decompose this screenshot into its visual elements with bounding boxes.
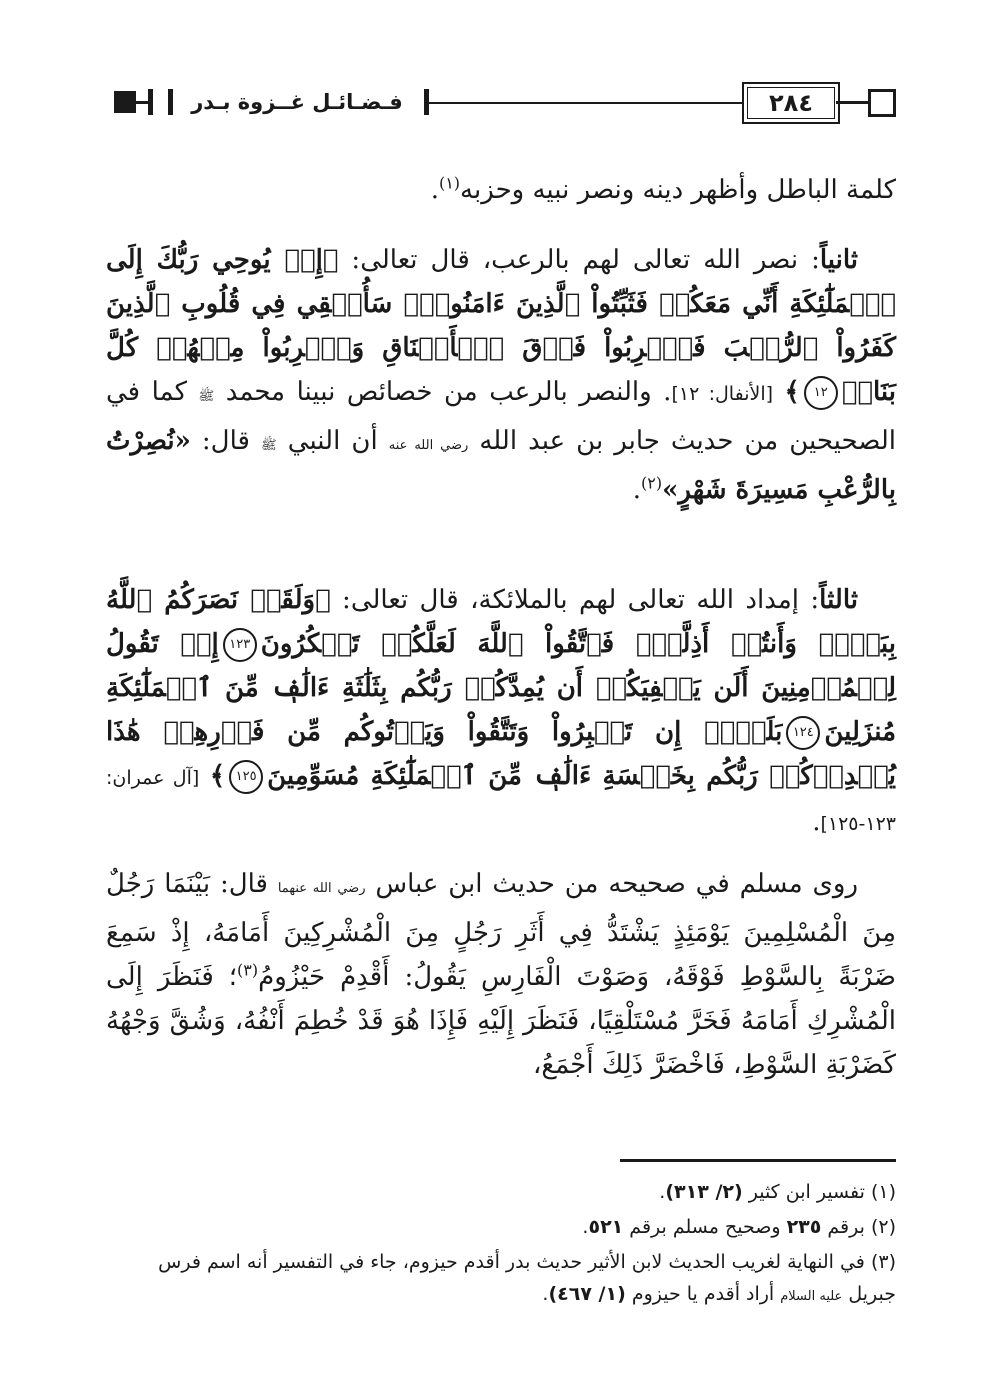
honorific-glyph: ﷺ: [198, 389, 215, 404]
quran-close-bracket: ﴾: [784, 377, 800, 407]
paragraph-1: [106, 168, 896, 212]
footnote-2: [106, 1211, 896, 1243]
intro-text: : نصر الله تعالى لهم بالرعب، قال تعالى:: [338, 245, 820, 275]
footnote-text: وصحيح مسلم برقم: [623, 1216, 787, 1238]
honorific-glyph: رضي الله عنهما: [277, 881, 366, 896]
footnote-text: تفسير ابن كثير: [742, 1181, 871, 1203]
ayah-number-marker: ١٢٣: [223, 628, 257, 662]
ayah-number-marker: ١٢: [804, 376, 838, 410]
period: .: [812, 807, 821, 837]
footnote-text: أراد أقدم يا حيزوم: [625, 1283, 781, 1305]
paragraph-4: [106, 862, 896, 1087]
body-text: كما في الصحيحين من حديث جابر بن عبد الله: [106, 377, 897, 456]
footnote-separator: [620, 1159, 896, 1162]
header-square-ornament: [114, 91, 136, 113]
footnote-number: (١): [870, 1181, 896, 1203]
verse-reference: [الأنفال: ١٢]: [671, 383, 774, 405]
quran-open-bracket: ﴿: [315, 585, 331, 615]
hadith-text: بَيْنَمَا رَجُلٌ مِنَ الْمُسْلِمِينَ يَوْمَئِذٍ يَشْتَدُّ فِي أَثَرِ رَجُلٍ مِنَ الْمُشْرِكِينَ أَمَامَهُ، إِذْ سَمِعَ ضَرْبَةً بِالسَّوْطِ فَوْقَهُ، وَصَوْتَ الْفَارِسِ يَقُولُ: أَقْدِمْ حَيْزُومُ: [106, 869, 897, 992]
period: .: [659, 1181, 666, 1203]
body-text: أن النبي: [276, 426, 389, 456]
ayah-number-marker: ١٢٥: [229, 760, 263, 794]
footnote-1: [106, 1176, 896, 1208]
page-number-frame: [742, 82, 840, 124]
quran-verse: إِذۡ يُوحِي رَبُّكَ إِلَى ٱلۡمَلَٰٓئِكَةِ أَنِّي مَعَكُمۡ فَثَبِّتُواْ ٱلَّذِينَ ءَامَنُواْۚ سَأُلۡقِي فِي قُلُوبِ ٱلَّذِينَ كَفَرُواْ ٱلرُّعۡبَ فَٱضۡرِبُواْ فَوۡقَ ٱلۡأَعۡنَاقِ وَٱضۡرِبُواْ مِنۡهُمۡ كُلَّ بَنَانٖ: [106, 245, 896, 407]
header-rule: [136, 101, 148, 104]
footnote-3: [106, 1246, 896, 1313]
footnote-marker: (١): [438, 173, 461, 193]
header-bar: [148, 89, 153, 115]
quran-open-bracket: ﴿: [322, 245, 339, 275]
page-number: ٢٨٤: [769, 89, 813, 117]
honorific-glyph: رضي الله عنه: [388, 438, 469, 453]
body-text: . والنصر بالرعب من خصائص نبينا محمد: [214, 377, 672, 407]
header-bar: [168, 89, 173, 115]
hadith-text: ؛ فَنَظَرَ إِلَى الْمُشْرِكِ أَمَامَهُ فَخَرَّ مُسْتَلْقِيًا، فَنَظَرَ إِلَيْهِ فَإِذَا هُوَ قَدْ خُطِمَ أَنْفُهُ، وَشُقَّ وَجْهُهُ كَضَرْبَةِ السَّوْطِ، فَاخْضَرَّ ذَلِكَ أَجْمَعُ،: [106, 962, 896, 1080]
intro-text: قال:: [210, 869, 278, 899]
period: .: [430, 175, 439, 205]
header-hollow-square-ornament: [868, 89, 896, 117]
page-header: [110, 80, 896, 124]
section-lead: ثانياً: [819, 245, 859, 275]
quran-verse: بَلَىٰٓۚ إِن تَصۡبِرُواْ وَتَتَّقُواْ وَيَأۡتُوكُم مِّن فَوۡرِهِمۡ هَٰذَا يُمۡدِدۡكُمۡ رَبُّكُم بِخَمۡسَةِ ءَالَٰفٖ مِّنَ ٱلۡمَلَٰٓئِكَةِ مُسَوِّمِينَ: [106, 717, 896, 791]
quran-verse: إِذۡ تَقُولُ لِلۡمُؤۡمِنِينَ أَلَن يَكۡفِيَكُمۡ أَن يُمِدَّكُمۡ رَبُّكُم بِثَلَٰثَةِ ءَالَٰفٖ مِّنَ ٱلۡمَلَٰٓئِكَةِ مُنزَلِينَ: [106, 629, 896, 747]
footnote-text: في النهاية لغريب الحديث لابن الأثير حديث بدر أقدم حيزوم، جاء في التفسير أنه اسم فرس جبريل: [158, 1251, 896, 1305]
ayah-number-marker: ١٢٤: [786, 716, 820, 750]
honorific-glyph: عليه السلام: [780, 1289, 843, 1304]
running-title: فـضـائـل غــزوة بـدر: [191, 90, 403, 114]
footnote-marker: (٢): [641, 473, 663, 493]
footnote-marker: (٣): [237, 960, 259, 980]
body-text: قال:: [190, 426, 261, 456]
footnote-number: (٢): [870, 1216, 896, 1238]
footnote-ref: ٥٢١: [588, 1216, 624, 1238]
quran-close-bracket: ﴾: [209, 761, 226, 791]
footnote-number: (٣): [870, 1251, 896, 1273]
honorific-glyph: ﷺ: [261, 438, 277, 453]
header-rule: [429, 102, 742, 104]
period: .: [542, 1283, 549, 1305]
quran-verse: وَلَقَدۡ نَصَرَكُمُ ٱللَّهُ بِبَدۡرٖ وَأَنتُمۡ أَذِلَّةٞۖ فَٱتَّقُواْ ٱللَّهَ لَعَلَّكُمۡ تَشۡكُرُونَ: [106, 585, 896, 659]
paragraph-3: [106, 578, 896, 846]
paragraph-2: [106, 238, 896, 512]
hadith-quote: «نُصِرْتُ بِالرُّعْبِ مَسِيرَةَ شَهْرٍ»: [106, 426, 896, 505]
period: .: [632, 475, 642, 505]
footnote-ref: (١/ ٤٦٧): [548, 1283, 626, 1305]
section-lead: ثالثاً: [819, 585, 858, 615]
intro-text: : إمداد الله تعالى لهم بالملائكة، قال تعالى:: [330, 585, 820, 615]
paragraph-text: كلمة الباطل وأظهر دينه ونصر نبيه وحزبه: [460, 175, 896, 205]
footnote-ref: ٢٣٥: [786, 1216, 822, 1238]
period: .: [582, 1216, 589, 1238]
footnote-ref: (٢/ ٣١٣): [665, 1181, 743, 1203]
intro-text: روى مسلم في صحيحه من حديث ابن عباس: [365, 869, 858, 899]
verse-reference: [آل عمران: ١٢٣-١٢٥]: [106, 767, 896, 835]
footnote-text: برقم: [821, 1216, 871, 1238]
